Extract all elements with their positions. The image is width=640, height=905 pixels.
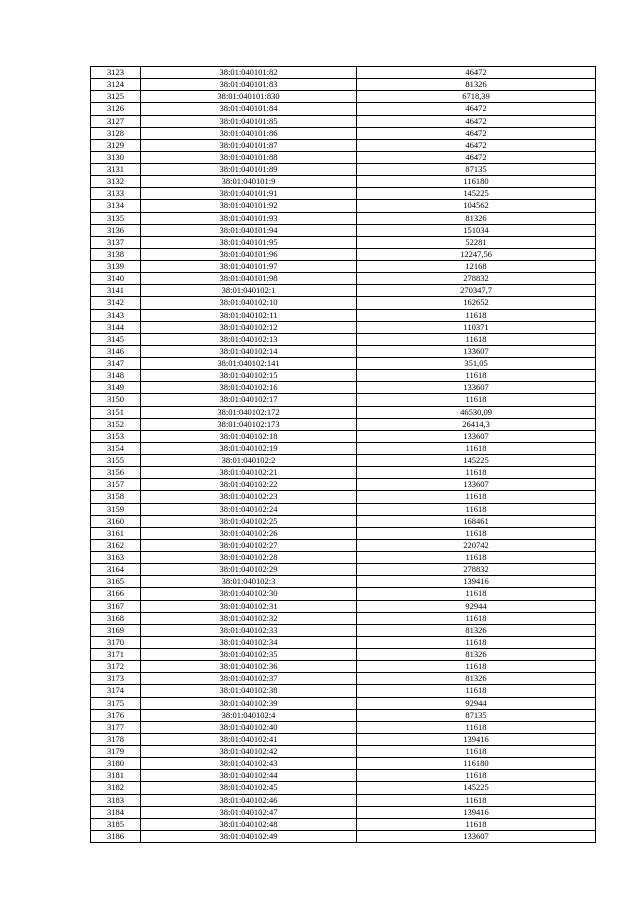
cadastral-number-cell: 38:01:040102:40 bbox=[141, 721, 357, 733]
table-row bbox=[91, 442, 596, 454]
cadastral-number-cell: 38:01:040101:95 bbox=[141, 236, 357, 248]
row-number-cell: 3129 bbox=[91, 139, 141, 151]
table-row bbox=[91, 806, 596, 818]
table-row bbox=[91, 236, 596, 248]
row-number-cell: 3178 bbox=[91, 733, 141, 745]
value-cell: 46472 bbox=[357, 103, 596, 115]
table-row bbox=[91, 564, 596, 576]
table-row bbox=[91, 285, 596, 297]
cadastral-number-cell: 38:01:040102:17 bbox=[141, 394, 357, 406]
table-row bbox=[91, 103, 596, 115]
value-cell: 133607 bbox=[357, 382, 596, 394]
table-row bbox=[91, 139, 596, 151]
row-number-cell: 3173 bbox=[91, 673, 141, 685]
cadastral-value-table bbox=[90, 66, 596, 843]
value-cell: 351,05 bbox=[357, 358, 596, 370]
table-row bbox=[91, 624, 596, 636]
value-cell: 46472 bbox=[357, 67, 596, 79]
value-cell: 11618 bbox=[357, 552, 596, 564]
table-row bbox=[91, 164, 596, 176]
table-row bbox=[91, 721, 596, 733]
row-number-cell: 3123 bbox=[91, 67, 141, 79]
cadastral-number-cell: 38:01:040102:32 bbox=[141, 612, 357, 624]
table-row bbox=[91, 418, 596, 430]
row-number-cell: 3151 bbox=[91, 406, 141, 418]
row-number-cell: 3124 bbox=[91, 79, 141, 91]
table-row bbox=[91, 576, 596, 588]
row-number-cell: 3169 bbox=[91, 624, 141, 636]
table-row bbox=[91, 91, 596, 103]
cadastral-number-cell: 38:01:040102:24 bbox=[141, 503, 357, 515]
row-number-cell: 3143 bbox=[91, 309, 141, 321]
value-cell: 81326 bbox=[357, 79, 596, 91]
table-row bbox=[91, 503, 596, 515]
cadastral-number-cell: 38:01:040101:830 bbox=[141, 91, 357, 103]
row-number-cell: 3131 bbox=[91, 164, 141, 176]
table-row bbox=[91, 309, 596, 321]
table-row bbox=[91, 515, 596, 527]
table-row bbox=[91, 382, 596, 394]
cadastral-number-cell: 38:01:040102:34 bbox=[141, 636, 357, 648]
table-row bbox=[91, 261, 596, 273]
cadastral-number-cell: 38:01:040102:49 bbox=[141, 830, 357, 842]
value-cell: 11618 bbox=[357, 794, 596, 806]
cadastral-number-cell: 38:01:040102:28 bbox=[141, 552, 357, 564]
cadastral-number-cell: 38:01:040102:39 bbox=[141, 697, 357, 709]
table-row bbox=[91, 588, 596, 600]
table-row bbox=[91, 709, 596, 721]
cadastral-number-cell: 38:01:040102:44 bbox=[141, 770, 357, 782]
row-number-cell: 3175 bbox=[91, 697, 141, 709]
row-number-cell: 3145 bbox=[91, 333, 141, 345]
value-cell: 46530,09 bbox=[357, 406, 596, 418]
row-number-cell: 3154 bbox=[91, 442, 141, 454]
table-row bbox=[91, 176, 596, 188]
row-number-cell: 3136 bbox=[91, 224, 141, 236]
row-number-cell: 3158 bbox=[91, 491, 141, 503]
table-row bbox=[91, 758, 596, 770]
cadastral-number-cell: 38:01:040102:141 bbox=[141, 358, 357, 370]
table-row bbox=[91, 115, 596, 127]
table-row bbox=[91, 333, 596, 345]
value-cell: 133607 bbox=[357, 430, 596, 442]
row-number-cell: 3149 bbox=[91, 382, 141, 394]
row-number-cell: 3186 bbox=[91, 830, 141, 842]
row-number-cell: 3172 bbox=[91, 661, 141, 673]
cadastral-number-cell: 38:01:040102:172 bbox=[141, 406, 357, 418]
row-number-cell: 3162 bbox=[91, 539, 141, 551]
row-number-cell: 3156 bbox=[91, 467, 141, 479]
table-row bbox=[91, 358, 596, 370]
cadastral-number-cell: 38:01:040101:83 bbox=[141, 79, 357, 91]
table-row bbox=[91, 636, 596, 648]
value-cell: 133607 bbox=[357, 830, 596, 842]
table-row bbox=[91, 818, 596, 830]
cadastral-number-cell: 38:01:040101:96 bbox=[141, 248, 357, 260]
row-number-cell: 3185 bbox=[91, 818, 141, 830]
table-row bbox=[91, 830, 596, 842]
value-cell: 87135 bbox=[357, 164, 596, 176]
value-cell: 46472 bbox=[357, 139, 596, 151]
row-number-cell: 3148 bbox=[91, 370, 141, 382]
value-cell: 11618 bbox=[357, 333, 596, 345]
cadastral-number-cell: 38:01:040102:38 bbox=[141, 685, 357, 697]
row-number-cell: 3153 bbox=[91, 430, 141, 442]
table-body bbox=[91, 67, 596, 843]
row-number-cell: 3171 bbox=[91, 649, 141, 661]
value-cell: 11618 bbox=[357, 467, 596, 479]
row-number-cell: 3159 bbox=[91, 503, 141, 515]
row-number-cell: 3138 bbox=[91, 248, 141, 260]
cadastral-number-cell: 38:01:040101:84 bbox=[141, 103, 357, 115]
table-row bbox=[91, 79, 596, 91]
row-number-cell: 3160 bbox=[91, 515, 141, 527]
cadastral-number-cell: 38:01:040102:46 bbox=[141, 794, 357, 806]
table-row bbox=[91, 733, 596, 745]
value-cell: 11618 bbox=[357, 527, 596, 539]
table-row bbox=[91, 67, 596, 79]
table-row bbox=[91, 224, 596, 236]
cadastral-number-cell: 38:01:040101:94 bbox=[141, 224, 357, 236]
value-cell: 87135 bbox=[357, 709, 596, 721]
row-number-cell: 3164 bbox=[91, 564, 141, 576]
row-number-cell: 3177 bbox=[91, 721, 141, 733]
row-number-cell: 3184 bbox=[91, 806, 141, 818]
value-cell: 6718,39 bbox=[357, 91, 596, 103]
value-cell: 46472 bbox=[357, 115, 596, 127]
row-number-cell: 3163 bbox=[91, 552, 141, 564]
cadastral-number-cell: 38:01:040102:42 bbox=[141, 746, 357, 758]
value-cell: 46472 bbox=[357, 127, 596, 139]
table-row bbox=[91, 685, 596, 697]
cadastral-number-cell: 38:01:040102:3 bbox=[141, 576, 357, 588]
cadastral-number-cell: 38:01:040102:23 bbox=[141, 491, 357, 503]
row-number-cell: 3134 bbox=[91, 200, 141, 212]
row-number-cell: 3180 bbox=[91, 758, 141, 770]
value-cell: 220742 bbox=[357, 539, 596, 551]
value-cell: 11618 bbox=[357, 491, 596, 503]
value-cell: 278832 bbox=[357, 564, 596, 576]
cadastral-number-cell: 38:01:040101:92 bbox=[141, 200, 357, 212]
value-cell: 151034 bbox=[357, 224, 596, 236]
table-row bbox=[91, 345, 596, 357]
row-number-cell: 3140 bbox=[91, 273, 141, 285]
value-cell: 104562 bbox=[357, 200, 596, 212]
cadastral-number-cell: 38:01:040102:45 bbox=[141, 782, 357, 794]
value-cell: 11618 bbox=[357, 661, 596, 673]
row-number-cell: 3132 bbox=[91, 176, 141, 188]
cadastral-number-cell: 38:01:040102:18 bbox=[141, 430, 357, 442]
value-cell: 11618 bbox=[357, 442, 596, 454]
table-row bbox=[91, 661, 596, 673]
value-cell: 116180 bbox=[357, 758, 596, 770]
table-row bbox=[91, 612, 596, 624]
cadastral-number-cell: 38:01:040102:37 bbox=[141, 673, 357, 685]
value-cell: 168461 bbox=[357, 515, 596, 527]
cadastral-number-cell: 38:01:040102:14 bbox=[141, 345, 357, 357]
row-number-cell: 3181 bbox=[91, 770, 141, 782]
value-cell: 11618 bbox=[357, 612, 596, 624]
cadastral-number-cell: 38:01:040101:86 bbox=[141, 127, 357, 139]
cadastral-number-cell: 38:01:040102:30 bbox=[141, 588, 357, 600]
cadastral-number-cell: 38:01:040102:15 bbox=[141, 370, 357, 382]
row-number-cell: 3147 bbox=[91, 358, 141, 370]
value-cell: 11618 bbox=[357, 588, 596, 600]
row-number-cell: 3161 bbox=[91, 527, 141, 539]
cadastral-number-cell: 38:01:040102:2 bbox=[141, 455, 357, 467]
row-number-cell: 3125 bbox=[91, 91, 141, 103]
cadastral-number-cell: 38:01:040102:48 bbox=[141, 818, 357, 830]
row-number-cell: 3166 bbox=[91, 588, 141, 600]
cadastral-number-cell: 38:01:040102:27 bbox=[141, 539, 357, 551]
cadastral-number-cell: 38:01:040101:85 bbox=[141, 115, 357, 127]
table-row bbox=[91, 746, 596, 758]
row-number-cell: 3157 bbox=[91, 479, 141, 491]
value-cell: 46472 bbox=[357, 151, 596, 163]
row-number-cell: 3141 bbox=[91, 285, 141, 297]
table-row bbox=[91, 527, 596, 539]
cadastral-number-cell: 38:01:040102:173 bbox=[141, 418, 357, 430]
row-number-cell: 3168 bbox=[91, 612, 141, 624]
table-row bbox=[91, 321, 596, 333]
cadastral-number-cell: 38:01:040102:16 bbox=[141, 382, 357, 394]
cadastral-number-cell: 38:01:040101:97 bbox=[141, 261, 357, 273]
value-cell: 145225 bbox=[357, 188, 596, 200]
row-number-cell: 3137 bbox=[91, 236, 141, 248]
cadastral-number-cell: 38:01:040102:31 bbox=[141, 600, 357, 612]
value-cell: 81326 bbox=[357, 673, 596, 685]
value-cell: 133607 bbox=[357, 479, 596, 491]
row-number-cell: 3130 bbox=[91, 151, 141, 163]
row-number-cell: 3155 bbox=[91, 455, 141, 467]
row-number-cell: 3127 bbox=[91, 115, 141, 127]
cadastral-number-cell: 38:01:040102:36 bbox=[141, 661, 357, 673]
row-number-cell: 3165 bbox=[91, 576, 141, 588]
cadastral-number-cell: 38:01:040102:43 bbox=[141, 758, 357, 770]
cadastral-number-cell: 38:01:040101:82 bbox=[141, 67, 357, 79]
value-cell: 11618 bbox=[357, 818, 596, 830]
cadastral-number-cell: 38:01:040102:47 bbox=[141, 806, 357, 818]
row-number-cell: 3183 bbox=[91, 794, 141, 806]
cadastral-number-cell: 38:01:040101:91 bbox=[141, 188, 357, 200]
cadastral-number-cell: 38:01:040102:1 bbox=[141, 285, 357, 297]
value-cell: 162652 bbox=[357, 297, 596, 309]
cadastral-number-cell: 38:01:040102:13 bbox=[141, 333, 357, 345]
row-number-cell: 3142 bbox=[91, 297, 141, 309]
value-cell: 133607 bbox=[357, 345, 596, 357]
value-cell: 81326 bbox=[357, 649, 596, 661]
value-cell: 92944 bbox=[357, 697, 596, 709]
value-cell: 81326 bbox=[357, 212, 596, 224]
cadastral-number-cell: 38:01:040102:19 bbox=[141, 442, 357, 454]
table-row bbox=[91, 673, 596, 685]
row-number-cell: 3139 bbox=[91, 261, 141, 273]
row-number-cell: 3176 bbox=[91, 709, 141, 721]
value-cell: 11618 bbox=[357, 394, 596, 406]
table-row bbox=[91, 491, 596, 503]
value-cell: 52281 bbox=[357, 236, 596, 248]
value-cell: 81326 bbox=[357, 624, 596, 636]
value-cell: 11618 bbox=[357, 503, 596, 515]
cadastral-number-cell: 38:01:040101:9 bbox=[141, 176, 357, 188]
value-cell: 116180 bbox=[357, 176, 596, 188]
value-cell: 270347,7 bbox=[357, 285, 596, 297]
row-number-cell: 3182 bbox=[91, 782, 141, 794]
value-cell: 145225 bbox=[357, 782, 596, 794]
table-row bbox=[91, 212, 596, 224]
value-cell: 139416 bbox=[357, 733, 596, 745]
cadastral-number-cell: 38:01:040101:89 bbox=[141, 164, 357, 176]
table-row bbox=[91, 248, 596, 260]
cadastral-number-cell: 38:01:040101:93 bbox=[141, 212, 357, 224]
row-number-cell: 3179 bbox=[91, 746, 141, 758]
table-row bbox=[91, 151, 596, 163]
value-cell: 11618 bbox=[357, 309, 596, 321]
table-row bbox=[91, 200, 596, 212]
cadastral-number-cell: 38:01:040102:26 bbox=[141, 527, 357, 539]
table-row bbox=[91, 467, 596, 479]
value-cell: 11618 bbox=[357, 746, 596, 758]
value-cell: 12247,56 bbox=[357, 248, 596, 260]
cadastral-number-cell: 38:01:040102:41 bbox=[141, 733, 357, 745]
value-cell: 11618 bbox=[357, 636, 596, 648]
table-row bbox=[91, 430, 596, 442]
row-number-cell: 3167 bbox=[91, 600, 141, 612]
cadastral-number-cell: 38:01:040102:29 bbox=[141, 564, 357, 576]
cadastral-number-cell: 38:01:040102:22 bbox=[141, 479, 357, 491]
value-cell: 139416 bbox=[357, 576, 596, 588]
cadastral-number-cell: 38:01:040101:98 bbox=[141, 273, 357, 285]
table-row bbox=[91, 188, 596, 200]
row-number-cell: 3146 bbox=[91, 345, 141, 357]
value-cell: 26414,3 bbox=[357, 418, 596, 430]
value-cell: 110371 bbox=[357, 321, 596, 333]
table-row bbox=[91, 600, 596, 612]
table-row bbox=[91, 539, 596, 551]
cadastral-number-cell: 38:01:040102:25 bbox=[141, 515, 357, 527]
value-cell: 11618 bbox=[357, 721, 596, 733]
cadastral-number-cell: 38:01:040101:88 bbox=[141, 151, 357, 163]
cadastral-number-cell: 38:01:040102:12 bbox=[141, 321, 357, 333]
value-cell: 278832 bbox=[357, 273, 596, 285]
table-row bbox=[91, 273, 596, 285]
table-row bbox=[91, 794, 596, 806]
row-number-cell: 3135 bbox=[91, 212, 141, 224]
table-row bbox=[91, 782, 596, 794]
value-cell: 92944 bbox=[357, 600, 596, 612]
row-number-cell: 3133 bbox=[91, 188, 141, 200]
row-number-cell: 3174 bbox=[91, 685, 141, 697]
cadastral-number-cell: 38:01:040102:33 bbox=[141, 624, 357, 636]
table-row bbox=[91, 297, 596, 309]
value-cell: 139416 bbox=[357, 806, 596, 818]
cadastral-number-cell: 38:01:040102:10 bbox=[141, 297, 357, 309]
row-number-cell: 3128 bbox=[91, 127, 141, 139]
row-number-cell: 3170 bbox=[91, 636, 141, 648]
cadastral-number-cell: 38:01:040102:11 bbox=[141, 309, 357, 321]
cadastral-number-cell: 38:01:040101:87 bbox=[141, 139, 357, 151]
value-cell: 12168 bbox=[357, 261, 596, 273]
value-cell: 11618 bbox=[357, 685, 596, 697]
value-cell: 11618 bbox=[357, 370, 596, 382]
row-number-cell: 3150 bbox=[91, 394, 141, 406]
table-row bbox=[91, 552, 596, 564]
value-cell: 145225 bbox=[357, 455, 596, 467]
cadastral-number-cell: 38:01:040102:35 bbox=[141, 649, 357, 661]
table-row bbox=[91, 455, 596, 467]
table-row bbox=[91, 370, 596, 382]
table-row bbox=[91, 697, 596, 709]
table-row bbox=[91, 770, 596, 782]
row-number-cell: 3152 bbox=[91, 418, 141, 430]
row-number-cell: 3144 bbox=[91, 321, 141, 333]
table-row bbox=[91, 394, 596, 406]
table-row bbox=[91, 127, 596, 139]
value-cell: 11618 bbox=[357, 770, 596, 782]
table-row bbox=[91, 649, 596, 661]
cadastral-number-cell: 38:01:040102:4 bbox=[141, 709, 357, 721]
table-row bbox=[91, 406, 596, 418]
cadastral-number-cell: 38:01:040102:21 bbox=[141, 467, 357, 479]
table-row bbox=[91, 479, 596, 491]
row-number-cell: 3126 bbox=[91, 103, 141, 115]
